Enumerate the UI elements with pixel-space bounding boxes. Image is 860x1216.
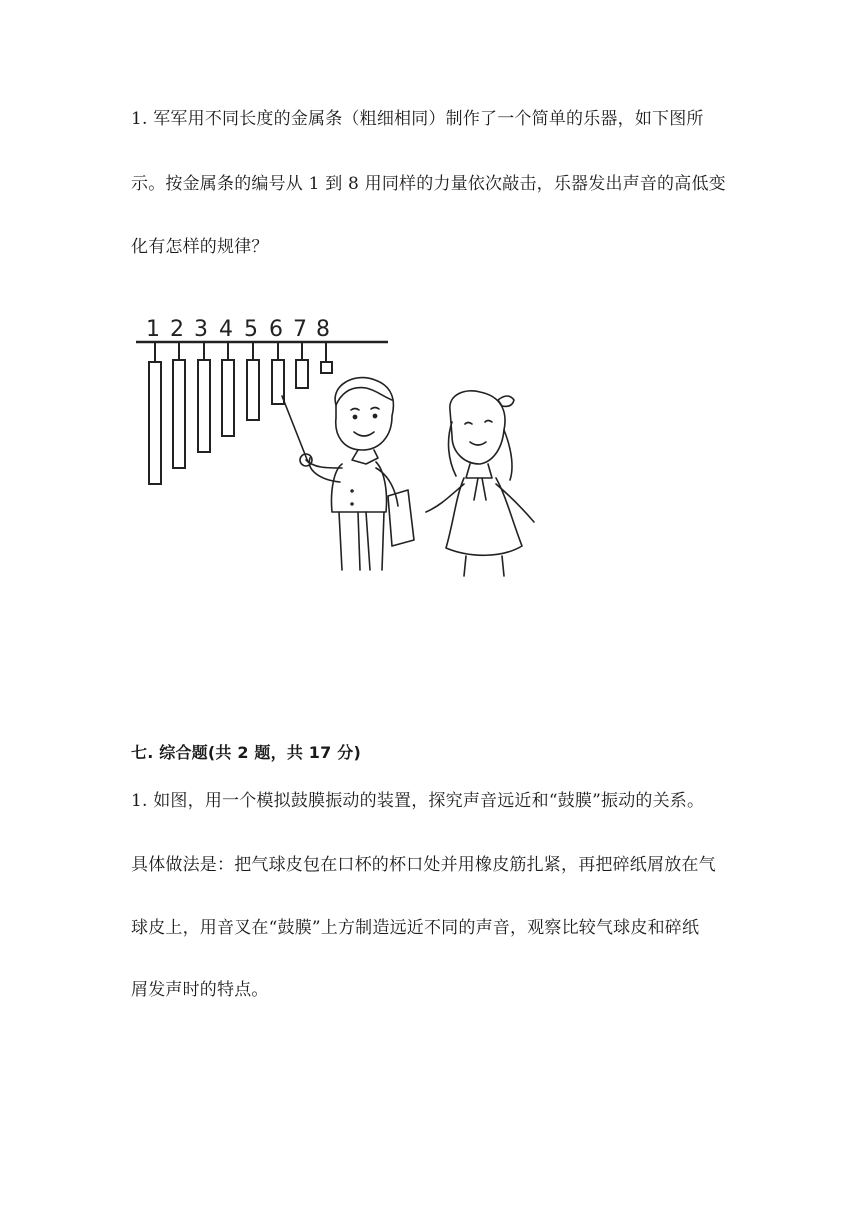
section-7-q1-line-1: 1. 如图，用一个模拟鼓膜振动的装置，探究声音远近和“鼓膜”振动的关系。 xyxy=(131,791,705,811)
metal-bar-4 xyxy=(222,360,234,436)
metal-bar-8 xyxy=(321,362,332,373)
metal-bar-3 xyxy=(198,360,210,452)
section-7-q1-line-3: 球皮上，用音叉在“鼓膜”上方制造远近不同的声音，观察比较气球皮和碎纸 xyxy=(131,918,700,938)
question-1-line-1: 1. 军军用不同长度的金属条（粗细相同）制作了一个简单的乐器，如下图所 xyxy=(131,109,704,129)
bar-number-labels xyxy=(146,317,330,342)
bar-number-6: 6 xyxy=(269,317,283,342)
bar-number-5: 5 xyxy=(244,317,258,342)
section-7-heading: 七. 综合题(共 2 题，共 17 分) xyxy=(131,743,361,762)
bar-number-4: 4 xyxy=(219,317,233,342)
metal-bar-5 xyxy=(247,360,259,420)
metal-bar-7 xyxy=(296,360,308,388)
girl-figure xyxy=(426,391,534,576)
question-1-line-2: 示。按金属条的编号从 1 到 8 用同样的力量依次敲击，乐器发出声音的高低变 xyxy=(131,174,726,194)
bar-number-3: 3 xyxy=(194,317,208,342)
section-7-q1-line-2: 具体做法是：把气球皮包在口杯的杯口处并用橡皮筋扎紧，再把碎纸屑放在气 xyxy=(131,855,716,875)
bar-number-1: 1 xyxy=(146,317,160,342)
metal-bar-2 xyxy=(173,360,185,468)
bar-number-7: 7 xyxy=(293,317,307,342)
boy-figure xyxy=(282,378,414,570)
bar-number-8: 8 xyxy=(316,317,330,342)
question-1-line-3: 化有怎样的规律？ xyxy=(131,237,269,257)
section-7-q1-line-4: 屑发声时的特点。 xyxy=(131,980,269,1000)
metal-bars xyxy=(149,342,332,484)
metal-bar-1 xyxy=(149,362,161,484)
instrument-illustration xyxy=(130,300,540,585)
bar-number-2: 2 xyxy=(170,317,184,342)
